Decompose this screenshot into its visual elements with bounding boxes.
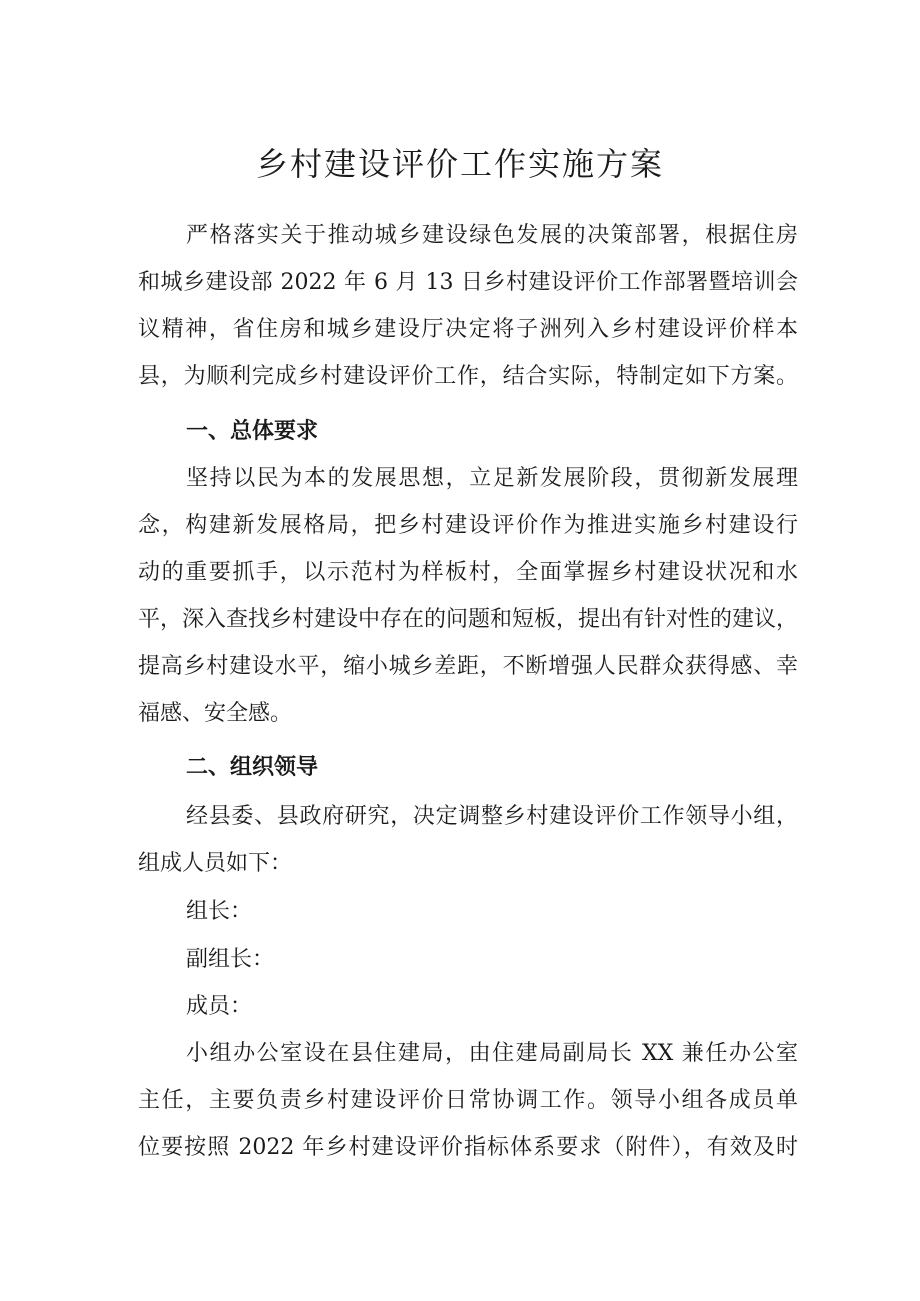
- paragraph-line: 动的重要抓手，以示范村为样板村，全面掌握乡村建设状况和水: [138, 560, 798, 585]
- paragraph-line: 严格落实关于推动城乡建设绿色发展的决策部署，根据住房: [186, 223, 798, 248]
- paragraph-line: 经县委、县政府研究，决定调整乡村建设评价工作领导小组，: [186, 804, 798, 829]
- paragraph-line: 和城乡建设部 2022 年 6 月 13 日乡村建设评价工作部署暨培训会: [138, 270, 798, 295]
- paragraph-line: 福感、安全感。: [138, 701, 293, 726]
- paragraph-line: 议精神，省住房和城乡建设厅决定将子洲列入乡村建设评价样本: [138, 317, 798, 342]
- paragraph-intro: [138, 212, 798, 400]
- paragraph-office: [138, 1030, 798, 1171]
- paragraph-line: 平，深入查找乡村建设中存在的问题和短板，提出有针对性的建议，: [138, 607, 799, 632]
- paragraph-line: 念，构建新发展格局，把乡村建设评价作为推进实施乡村建设行: [138, 513, 798, 538]
- section-heading-general-requirements: 一、总体要求: [186, 419, 319, 444]
- paragraph-organization: [138, 793, 798, 887]
- paragraph-general-requirements: [138, 455, 798, 737]
- paragraph-line: 县，为顺利完成乡村建设评价工作，结合实际，特制定如下方案。: [138, 364, 798, 389]
- paragraph-line: 提高乡村建设水平，缩小城乡差距，不断增强人民群众获得感、幸: [138, 654, 798, 679]
- paragraph-line: 小组办公室设在县住建局，由住建局副局长 XX 兼任办公室: [186, 1041, 798, 1066]
- paragraph-line: 坚持以民为本的发展思想，立足新发展阶段，贯彻新发展理: [186, 466, 798, 491]
- paragraph-line: 组成人员如下：: [138, 851, 293, 876]
- group-leader-label: 组长：: [186, 899, 253, 924]
- paragraph-line: 位要按照 2022 年乡村建设评价指标体系要求（附件），有效及时: [138, 1135, 798, 1160]
- members-label: 成员：: [186, 994, 253, 1019]
- section-heading-organization: 二、组织领导: [186, 755, 319, 780]
- deputy-leader-label: 副组长：: [186, 947, 275, 972]
- paragraph-line: 主任，主要负责乡村建设评价日常协调工作。领导小组各成员单: [138, 1088, 798, 1113]
- document-title: 乡村建设评价工作实施方案: [255, 145, 664, 183]
